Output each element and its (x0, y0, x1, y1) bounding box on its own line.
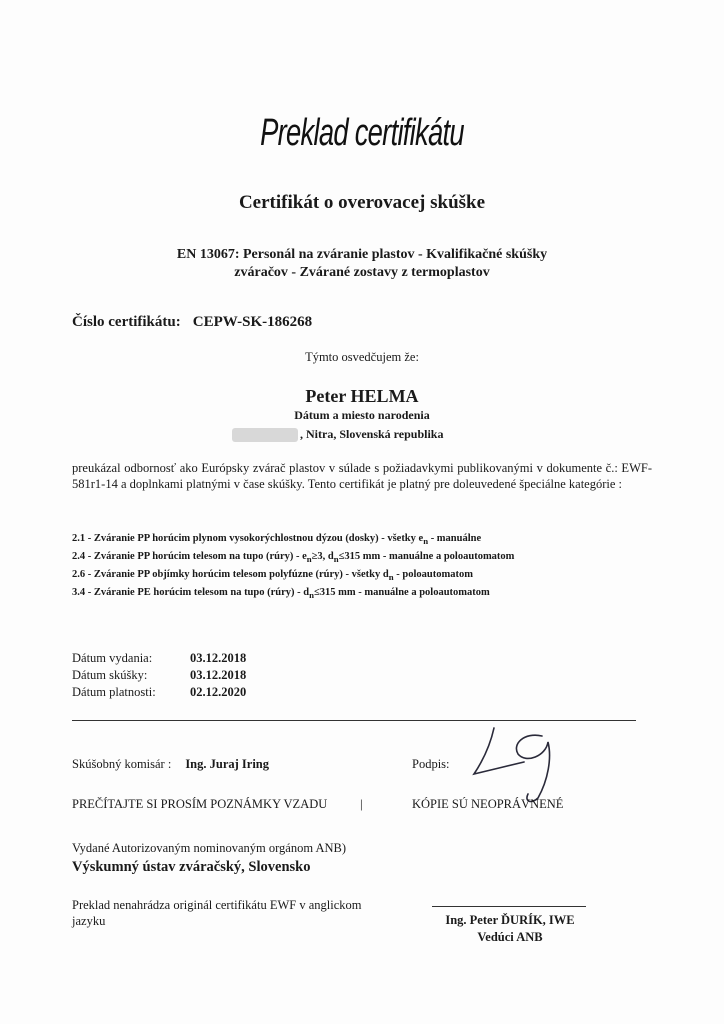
issued-by: Vydané Autorizovaným nominovaným orgánom ANB) (72, 841, 347, 855)
person-name: Peter HELMA (305, 386, 419, 406)
validity-date-row: Dátum platnosti: 02.12.2020 (72, 685, 247, 699)
category-item: 3.4 - Zváranie PE horúcim telesom na tupo (rúry) - $d_n\le 315$ mm - manuálne a poloautomatom (72, 587, 490, 601)
certificate-number-label: Číslo certifikátu: (72, 314, 181, 330)
redacted-birth-date (232, 428, 298, 442)
signer-block (420, 912, 600, 946)
signature-line (432, 906, 586, 907)
examiner-label: Skúšobný komisár : (72, 757, 172, 771)
body-text: preukázal odbornosť ako Európsky zvárač plastov v súlade s požiadavkymi publikovanými v dokumente č.: EWF-581r1-14 a doplnkami platnými v čase skúšky. Tento certifikát je platný pre doleuvedené špeciálne kategórie : (72, 461, 652, 491)
document-heading: Preklad certifikátu (260, 112, 464, 154)
certificate-title: Certifikát o overovacej skúške (238, 192, 486, 213)
examiner-name: Ing. Juraj Iring (185, 757, 270, 771)
certificate-number (72, 314, 312, 331)
examiner (72, 757, 269, 772)
certificate-number-value: CEPW-SK-186268 (192, 314, 313, 330)
signer-name: Ing. Peter ĎURÍK, IWE (445, 913, 575, 927)
birth-place (232, 427, 443, 442)
institute-name: Výskumný ústav zváračský, Slovensko (72, 859, 311, 875)
dates-block (72, 650, 246, 701)
category-item: 2.1 - Zváranie PP horúcim plynom vysokorýchlostnou dýzou (dosky) - všetky $e_n$ - manuálne (72, 533, 482, 547)
notes-notice: PREČÍTAJTE SI PROSÍM POZNÁMKY VZADU (72, 797, 328, 811)
issue-date-row: Dátum vydania: 03.12.2018 (72, 651, 247, 665)
exam-date-row: Dátum skúšky: 03.12.2018 (72, 668, 247, 682)
birth-label: Dátum a miesto narodenia (294, 408, 430, 422)
category-item: 2.6 - Zváranie PP objímky horúcim telesom polyfúzne (rúry) - všetky $d_n$ - poloautomatom (72, 569, 473, 583)
attest-text: Týmto osvedčujem že: (305, 350, 419, 364)
category-item: 2.4 - Zváranie PP horúcim telesom na tupo (rúry) - $e_n\ge 3$, $d_n\le 315$ mm - manuálne a poloautomatom (72, 551, 515, 565)
standard-line-2: zváračov - Zvárané zostavy z termoplastov (234, 265, 490, 280)
standard-line-1: EN 13067: Personál na zváranie plastov - Kvalifikačné skúšky (176, 247, 548, 262)
signature-label: Podpis: (412, 757, 450, 771)
signer-role: Vedúci ANB (477, 930, 543, 944)
separator: | (360, 796, 363, 811)
divider (72, 720, 636, 721)
handwritten-signature (468, 722, 564, 804)
copies-notice: KÓPIE SÚ NEOPRÁVNENÉ (412, 797, 564, 811)
translation-disclaimer: Preklad nenahrádza originál certifikátu EWF v anglickom jazyku (72, 898, 362, 928)
standard-reference (100, 246, 624, 282)
birth-place-text: , Nitra, Slovenská republika (300, 427, 444, 441)
